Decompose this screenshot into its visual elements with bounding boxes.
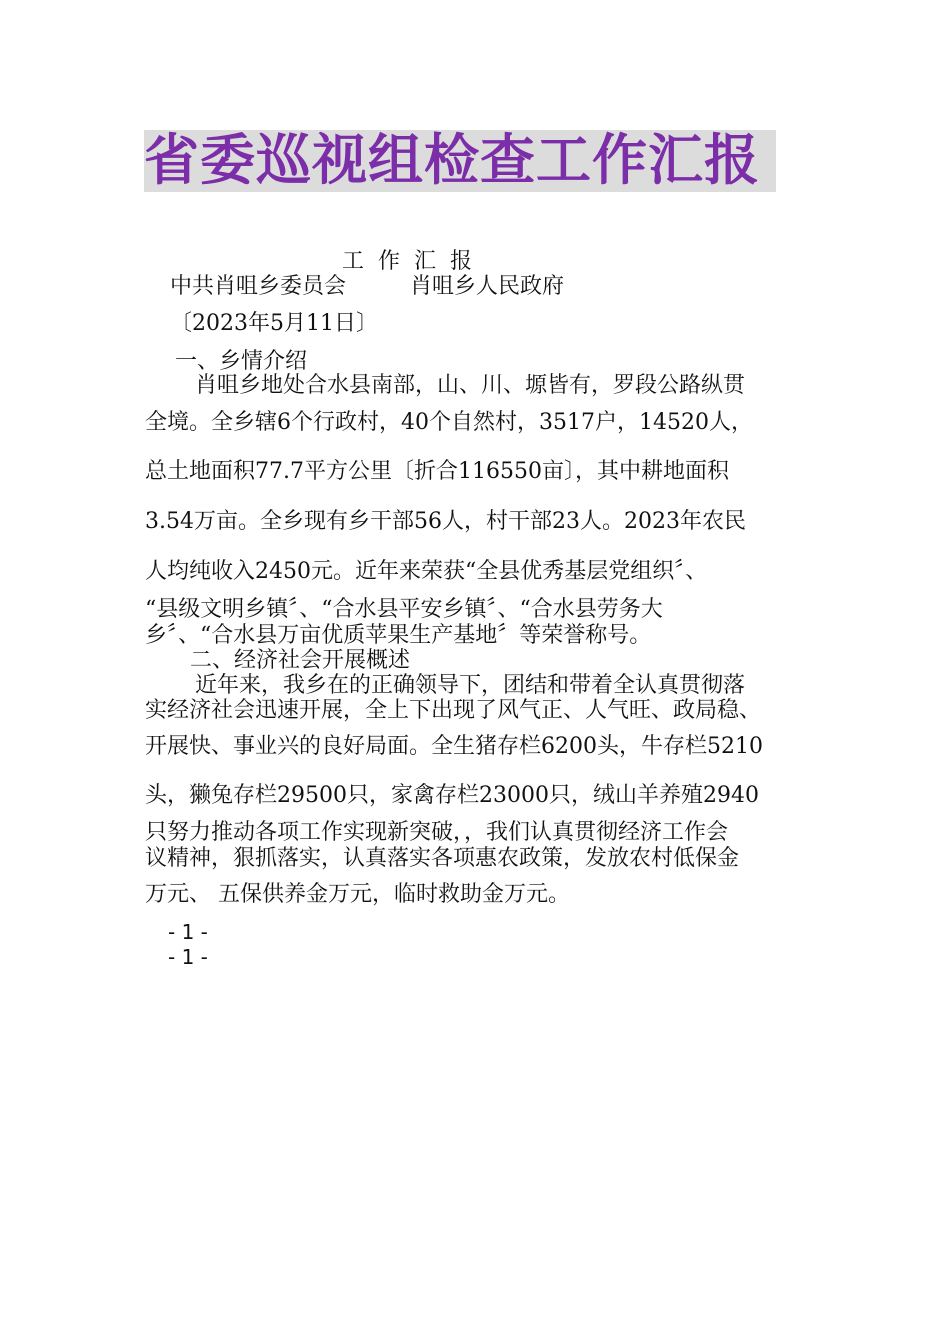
paragraph-line: 人均纯收入2450元。近年来荣获“全县优秀基层党组织〞、 <box>145 559 708 584</box>
report-date: 〔2023年5月11日〕 <box>170 311 378 336</box>
paragraph-line: 近年来，我乡在的正确领导下，团结和带着全认真贯彻落 <box>195 673 746 698</box>
document-title: 省委巡视组检查工作汇报 <box>144 128 761 192</box>
paragraph-line: 头，獭兔存栏29500只，家禽存栏23000只，绒山羊养殖2940 <box>145 783 759 808</box>
section-heading: 二、经济社会开展概述 <box>190 648 411 673</box>
issuer-government: 肖咀乡人民政府 <box>410 274 565 299</box>
paragraph-line: 3.54万亩。全乡现有乡干部56人，村干部23人。2023年农民 <box>145 509 746 534</box>
paragraph-line: 只努力推动各项工作实现新突破，，我们认真贯彻经济工作会 <box>145 820 729 845</box>
section-heading: 一、乡情介绍 <box>175 349 308 374</box>
issuer-party-committee: 中共肖咀乡委员会 <box>170 274 347 299</box>
report-heading: 工作汇报 <box>342 249 487 274</box>
paragraph-line: 万元、 五保供养金万元，临时救助金万元。 <box>145 882 570 907</box>
paragraph-line: “县级文明乡镇〞、“合水县平安乡镇〞、“合水县劳务大 <box>145 597 663 622</box>
paragraph-line: 全境。全乡辖6个行政村，40个自然村，3517户，14520人， <box>145 410 753 435</box>
paragraph-line: 实经济社会迅速开展，全上下出现了风气正、人气旺、政局稳、 <box>145 698 762 723</box>
page-number: - 1 - <box>168 920 208 944</box>
paragraph-line: 议精神，狠抓落实，认真落实各项惠农政策，发放农村低保金 <box>145 846 740 871</box>
paragraph-line: 总土地面积77.7平方公里〔折合116550亩〕，其中耕地面积 <box>145 459 729 484</box>
paragraph-line: 乡〞、“合水县万亩优质苹果生产基地〞等荣誉称号。 <box>145 623 652 648</box>
page-number: - 1 - <box>168 945 208 969</box>
paragraph-line: 开展快、事业兴的良好局面。全生猪存栏6200头，牛存栏5210 <box>145 734 763 759</box>
paragraph-line: 肖咀乡地处合水县南部，山、川、塬皆有，罗段公路纵贯 <box>195 373 746 398</box>
